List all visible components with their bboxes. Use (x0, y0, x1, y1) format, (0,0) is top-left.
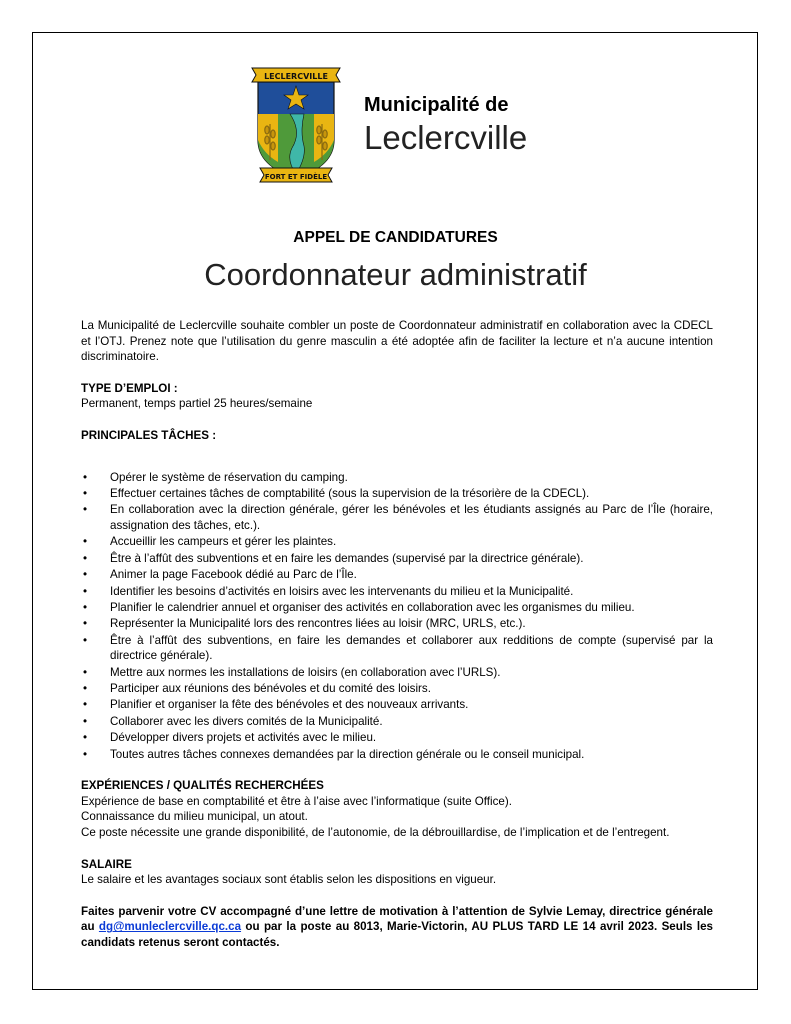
experience-line: Connaissance du milieu municipal, un atout. (81, 810, 308, 824)
brand-line-1: Municipalité de (364, 94, 509, 116)
brand-line-2: Leclercville (364, 119, 528, 156)
task-item: • Participer aux réunions des bénévoles et du comité des loisirs. (81, 681, 713, 697)
tasks-title: PRINCIPALES TÂCHES : (81, 428, 217, 442)
employment-type-title: TYPE D’EMPLOI : (81, 381, 178, 395)
employment-type-section (81, 381, 713, 412)
task-item: • Planifier le calendrier annuel et organiser des activités en collaboration avec les organismes du milieu. (81, 600, 713, 616)
experience-line: Expérience de base en comptabilité et être à l’aise avec l’informatique (suite Office). (81, 794, 512, 808)
email-link[interactable]: dg@munleclercville.qc.ca (98, 920, 242, 934)
application-text-before: Faites parvenir votre CV accompagné d’une lettre de motivation à l’attention de Sylvie Lemay, directrice générale au (81, 904, 713, 934)
task-item: • Animer la page Facebook dédié au Parc de l’Île. (81, 567, 713, 583)
task-item: • Effectuer certaines tâches de comptabilité (sous la supervision de la trésorière de la CDECL). (81, 486, 713, 502)
task-item: • Planifier et organiser la fête des bénévoles et des nouveaux arrivants. (81, 697, 713, 713)
experience-title: EXPÉRIENCES / QUALITÉS RECHERCHÉES (81, 779, 324, 793)
salary-title: SALAIRE (81, 857, 132, 871)
job-title: Coordonnateur administratif (204, 257, 587, 292)
task-item: • Identifier les besoins d’activités en loisirs avec les intervenants du milieu et la Municipalité. (81, 584, 713, 600)
salary-section (81, 857, 713, 888)
task-item: • Être à l’affût des subventions, en faire les demandes et collaborer aux redditions de compte (supervisé par la directrice générale). (81, 633, 713, 664)
logo-ribbon-bottom-text: FORT ET FIDÈLE (264, 173, 328, 181)
task-item: • Mettre aux normes les installations de loisirs (en collaboration avec l’URLS). (81, 665, 713, 681)
intro-paragraph: La Municipalité de Leclercville souhaite combler un poste de Coordonnateur administratif en collaboration avec la CDECL et l’OTJ. Prenez note que l’utilisation du genre masculin a été adoptée afin de faciliter la lecture et n’a aucune intention discriminatoire. (81, 319, 713, 364)
application-paragraph (81, 904, 713, 951)
task-item: • Développer divers projets et activités avec le milieu. (81, 730, 713, 746)
tasks-list (81, 470, 713, 763)
employment-type-value: Permanent, temps partiel 25 heures/semaine (81, 397, 313, 411)
document-body (81, 318, 713, 951)
application-instructions (81, 904, 713, 951)
application-text-after: ou par la poste au 8013, Marie-Victorin, AU PLUS TARD LE 14 avril 2023. Seuls les candidats retenus seront contactés. (81, 920, 713, 949)
salary-value: Le salaire et les avantages sociaux sont établis selon les dispositions en vigueur. (81, 873, 497, 887)
task-item: • Représenter la Municipalité lors des rencontres liées au loisir (MRC, URLS, etc.). (81, 616, 713, 632)
task-item: • Toutes autres tâches connexes demandées par la direction générale ou le conseil municipal. (81, 747, 713, 763)
tasks-section (81, 428, 713, 762)
task-item: • Collaborer avec les divers comités de la Municipalité. (81, 714, 713, 730)
logo-ribbon-top-text: LECLERCVILLE (264, 72, 328, 81)
experience-section (81, 778, 713, 840)
municipality-brand (364, 94, 527, 157)
task-item: • En collaboration avec la direction générale, gérer les bénévoles et les étudiants assignés au Parc de l’Île (horaire, assignation des tâches, etc.). (81, 502, 713, 533)
notice-heading: APPEL DE CANDIDATURES (293, 229, 498, 246)
task-item: • Accueillir les campeurs et gérer les plaintes. (81, 534, 713, 550)
municipality-coat-of-arms-logo (246, 62, 346, 186)
task-item: • Opérer le système de réservation du camping. (81, 470, 713, 486)
experience-line: Ce poste nécessite une grande disponibilité, de l’autonomie, de la débrouillardise, de l’implication et de l’entregent. (81, 825, 670, 839)
task-item: • Être à l’affût des subventions et en faire les demandes (supervisé par la directrice générale). (81, 551, 713, 567)
